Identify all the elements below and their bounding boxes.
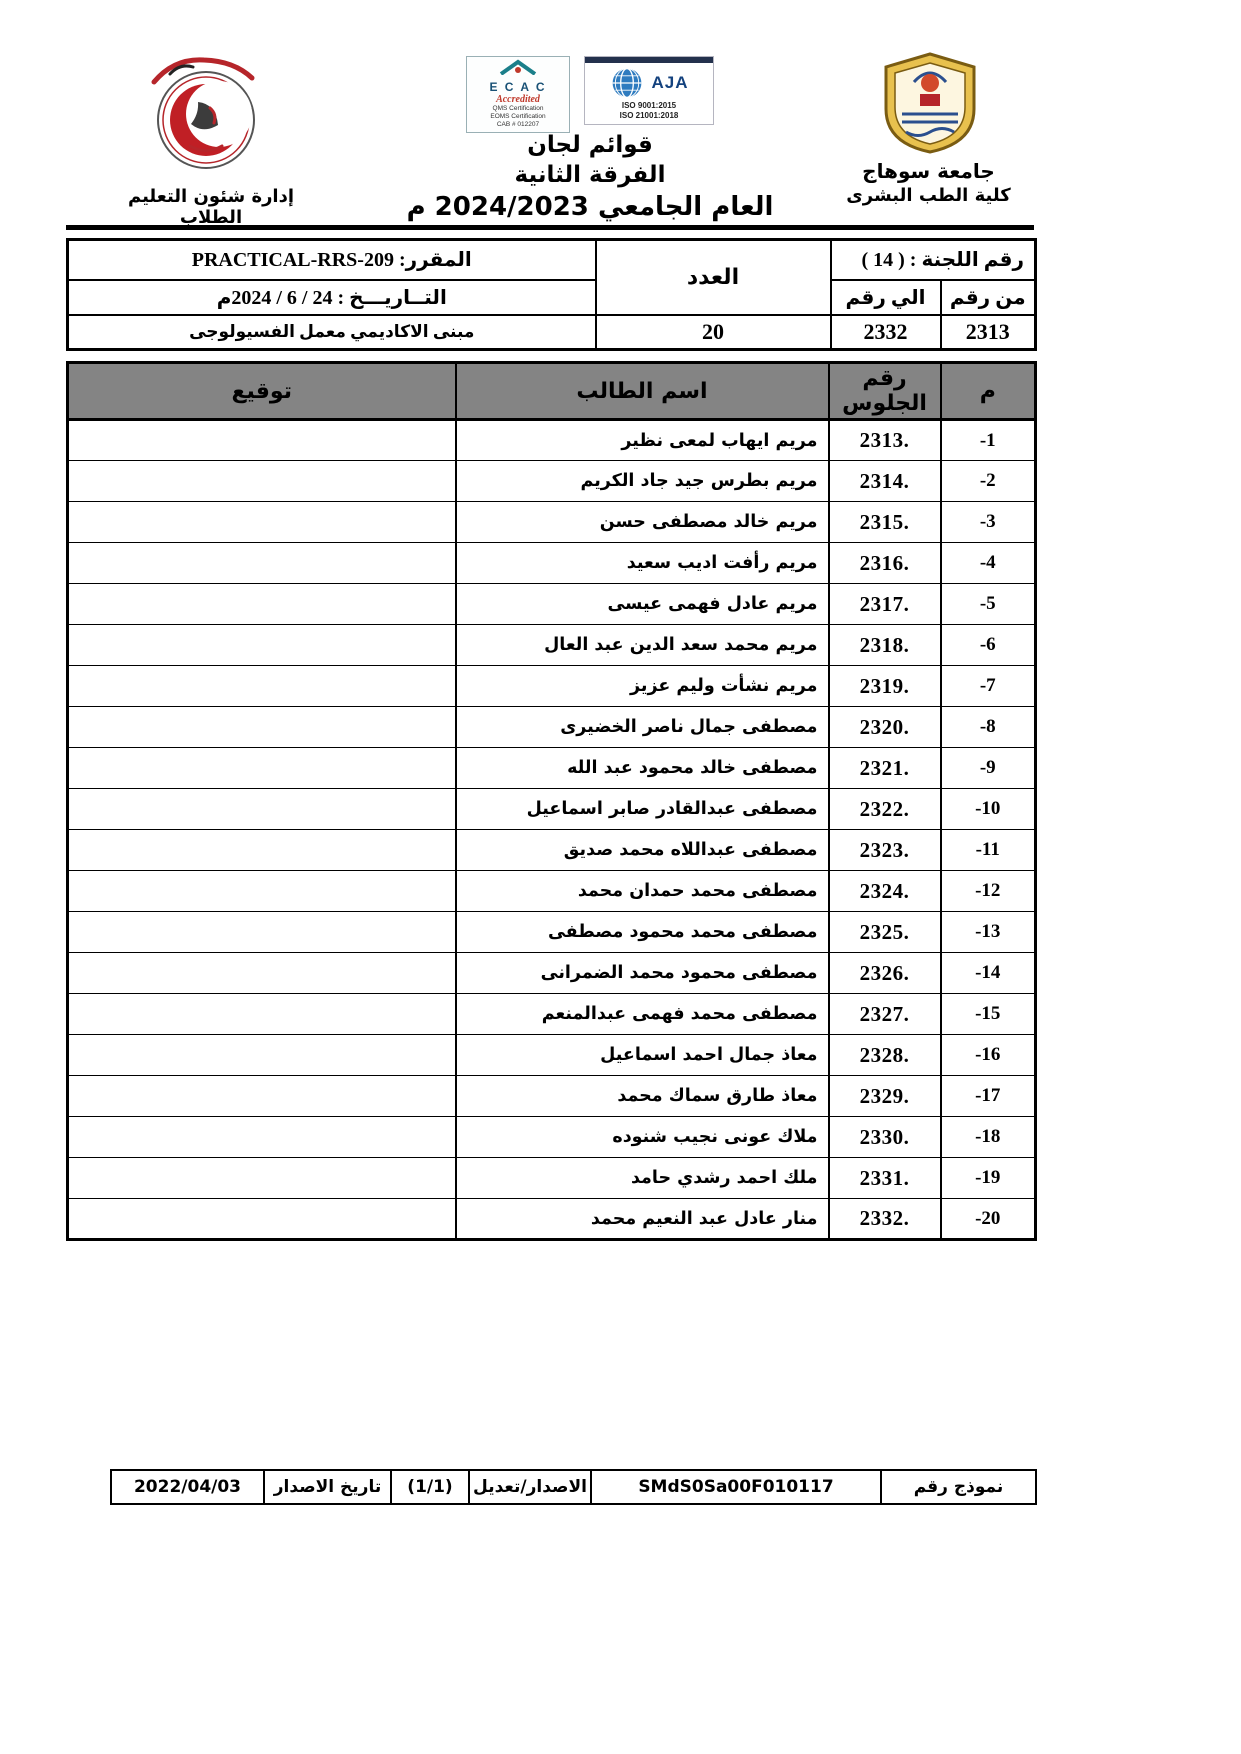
student-name: مريم عادل فهمى عيسى (456, 584, 829, 625)
aja-globe-icon (609, 65, 645, 101)
seat-number: 2317. (829, 584, 941, 625)
student-name: مصطفى جمال ناصر الخضيرى (456, 707, 829, 748)
student-row (68, 625, 1036, 666)
student-name: مريم بطرس جيد جاد الكريم (456, 461, 829, 502)
student-name: معاذ طارق سماك محمد (456, 1076, 829, 1117)
title-committee-lists: قوائم لجان (527, 132, 653, 158)
signature-cell (68, 994, 456, 1035)
row-index: -13 (941, 912, 1036, 953)
student-name: مريم محمد سعد الدين عبد العال (456, 625, 829, 666)
signature-cell (68, 748, 456, 789)
row-index: -3 (941, 502, 1036, 543)
row-index: -1 (941, 420, 1036, 461)
seat-number: 2320. (829, 707, 941, 748)
title-academic-year: العام الجامعي 2024/2023 م (406, 192, 774, 222)
seat-number: 2315. (829, 502, 941, 543)
signature-cell (68, 1035, 456, 1076)
students-table-header-row (68, 363, 1036, 420)
seat-number: 2331. (829, 1158, 941, 1199)
student-row (68, 912, 1036, 953)
to-number-label: الي رقم (831, 280, 941, 315)
seat-number: 2325. (829, 912, 941, 953)
row-index: -5 (941, 584, 1036, 625)
document-titles (390, 130, 790, 225)
document-page (66, 0, 1034, 1505)
signature-cell (68, 1117, 456, 1158)
row-index: -15 (941, 994, 1036, 1035)
row-index: -19 (941, 1158, 1036, 1199)
ecac-cert-line: EOMS Certification (490, 113, 546, 120)
student-name: ملك احمد رشدي حامد (456, 1158, 829, 1199)
student-row (68, 584, 1036, 625)
ecac-cert-line: CAB # 012207 (496, 121, 540, 128)
seat-number: 2313. (829, 420, 941, 461)
seat-number: 2328. (829, 1035, 941, 1076)
student-row (68, 666, 1036, 707)
student-name: مصطفى محمود محمد الضمرانى (456, 953, 829, 994)
student-row (68, 1117, 1036, 1158)
issue-date-value: 2022/04/03 (111, 1470, 264, 1504)
university-text-block (836, 158, 1021, 208)
seat-number: 2316. (829, 543, 941, 584)
signature-cell (68, 420, 456, 461)
signature-cell (68, 461, 456, 502)
student-name: ملاك عونى نجيب شنوده (456, 1117, 829, 1158)
student-row (68, 748, 1036, 789)
aja-top-bar (585, 57, 713, 63)
sohag-university-shield-logo-icon (874, 50, 986, 156)
aja-name: AJA (651, 73, 689, 92)
university-name: جامعة سوهاج (862, 159, 995, 183)
signature-cell (68, 625, 456, 666)
seat-number: 2332. (829, 1199, 941, 1240)
student-row (68, 830, 1036, 871)
aja-iso-line: ISO 21001:2018 (619, 111, 679, 120)
course-label: المقرر: PRACTICAL-RRS-209 (68, 240, 596, 280)
signature-cell (68, 707, 456, 748)
exam-location: مبنى الاكاديمي معمل الفسيولوجى (68, 315, 596, 350)
student-row (68, 1076, 1036, 1117)
ecac-accreditation-logo (466, 56, 570, 133)
seat-number: 2327. (829, 994, 941, 1035)
student-name: مصطفى محمد حمدان محمد (456, 871, 829, 912)
student-row (68, 789, 1036, 830)
student-name: مريم خالد مصطفى حسن (456, 502, 829, 543)
row-index: -14 (941, 953, 1036, 994)
committee-number: رقم اللجنة : ( 14 ) (831, 240, 1036, 280)
students-tbody (68, 420, 1036, 1240)
seat-number: 2326. (829, 953, 941, 994)
student-row (68, 871, 1036, 912)
col-header-seat-number: رقم الجلوس (829, 363, 941, 420)
row-index: -4 (941, 543, 1036, 584)
seat-number: 2321. (829, 748, 941, 789)
student-row (68, 994, 1036, 1035)
student-row (68, 502, 1036, 543)
signature-cell (68, 1158, 456, 1199)
signature-cell (68, 830, 456, 871)
seat-number: 2329. (829, 1076, 941, 1117)
count-label: العدد (596, 240, 831, 315)
row-index: -16 (941, 1035, 1036, 1076)
student-row (68, 543, 1036, 584)
student-name: منار عادل عبد النعيم محمد (456, 1199, 829, 1240)
col-header-signature: توقيع (68, 363, 456, 420)
student-row (68, 1158, 1036, 1199)
signature-cell (68, 1199, 456, 1240)
signature-cell (68, 912, 456, 953)
student-name: مريم رأفت اديب سعيد (456, 543, 829, 584)
student-row (68, 461, 1036, 502)
footer-table (110, 1469, 1037, 1505)
row-index: -8 (941, 707, 1036, 748)
ecac-cert-line: QMS Certification (492, 105, 544, 112)
department-line: إدارة شئون التعليم الطلاب (127, 186, 295, 228)
exam-info-table (66, 238, 1037, 351)
col-header-student-name: اسم الطالب (456, 363, 829, 420)
students-table (66, 361, 1037, 1241)
ecac-name: E C A C (489, 80, 547, 94)
issue-date-label: تاريخ الاصدار (264, 1470, 391, 1504)
revision-value: (1/1) (391, 1470, 469, 1504)
faculty-of-medicine-crescent-logo-icon (126, 52, 286, 174)
row-index: -7 (941, 666, 1036, 707)
row-index: -12 (941, 871, 1036, 912)
student-name: مصطفى خالد محمود عبد الله (456, 748, 829, 789)
student-row (68, 1199, 1036, 1240)
accreditation-logos (440, 56, 740, 133)
seat-number: 2322. (829, 789, 941, 830)
exam-date: التــاريـــخ : 24 / 6 / 2024م (68, 280, 596, 315)
student-row (68, 953, 1036, 994)
to-number-value: 2332 (831, 315, 941, 350)
student-row (68, 1035, 1036, 1076)
seat-number: 2323. (829, 830, 941, 871)
row-index: -6 (941, 625, 1036, 666)
student-name: مصطفى محمد محمود مصطفى (456, 912, 829, 953)
signature-cell (68, 1076, 456, 1117)
student-name: مصطفى محمد فهمى عبدالمنعم (456, 994, 829, 1035)
seat-number: 2324. (829, 871, 941, 912)
from-number-value: 2313 (941, 315, 1036, 350)
document-header (66, 40, 1034, 228)
signature-cell (68, 789, 456, 830)
aja-iso-line: ISO 9001:2015 (621, 101, 677, 110)
row-index: -11 (941, 830, 1036, 871)
student-row (68, 707, 1036, 748)
student-name: مريم نشأت وليم عزيز (456, 666, 829, 707)
student-name: مصطفى عبداللاه محمد صديق (456, 830, 829, 871)
row-index: -17 (941, 1076, 1036, 1117)
aja-iso-logo (584, 56, 714, 125)
signature-cell (68, 953, 456, 994)
count-value: 20 (596, 315, 831, 350)
row-index: -18 (941, 1117, 1036, 1158)
row-index: -9 (941, 748, 1036, 789)
revision-label: الاصدار/تعديل (469, 1470, 591, 1504)
form-number-value: SMdS0Sa00F010117 (591, 1470, 881, 1504)
signature-cell (68, 543, 456, 584)
ecac-accredited-label: Accredited (496, 94, 540, 105)
seat-number: 2319. (829, 666, 941, 707)
signature-cell (68, 666, 456, 707)
student-row (68, 420, 1036, 461)
seat-number: 2314. (829, 461, 941, 502)
student-name: معاذ جمال احمد اسماعيل (456, 1035, 829, 1076)
signature-cell (68, 502, 456, 543)
seat-number: 2330. (829, 1117, 941, 1158)
form-number-label: نموذج رقم (881, 1470, 1036, 1504)
title-grade: الفرقة الثانية (514, 162, 666, 188)
signature-cell (68, 871, 456, 912)
col-header-index: م (941, 363, 1036, 420)
row-index: -10 (941, 789, 1036, 830)
signature-cell (68, 584, 456, 625)
seat-number: 2318. (829, 625, 941, 666)
ecac-roof-icon (498, 59, 538, 75)
student-name: مصطفى عبدالقادر صابر اسماعيل (456, 789, 829, 830)
row-index: -20 (941, 1199, 1036, 1240)
from-number-label: من رقم (941, 280, 1036, 315)
faculty-name: كلية الطب البشرى (846, 185, 1011, 206)
row-index: -2 (941, 461, 1036, 502)
student-name: مريم ايهاب لمعى نظير (456, 420, 829, 461)
